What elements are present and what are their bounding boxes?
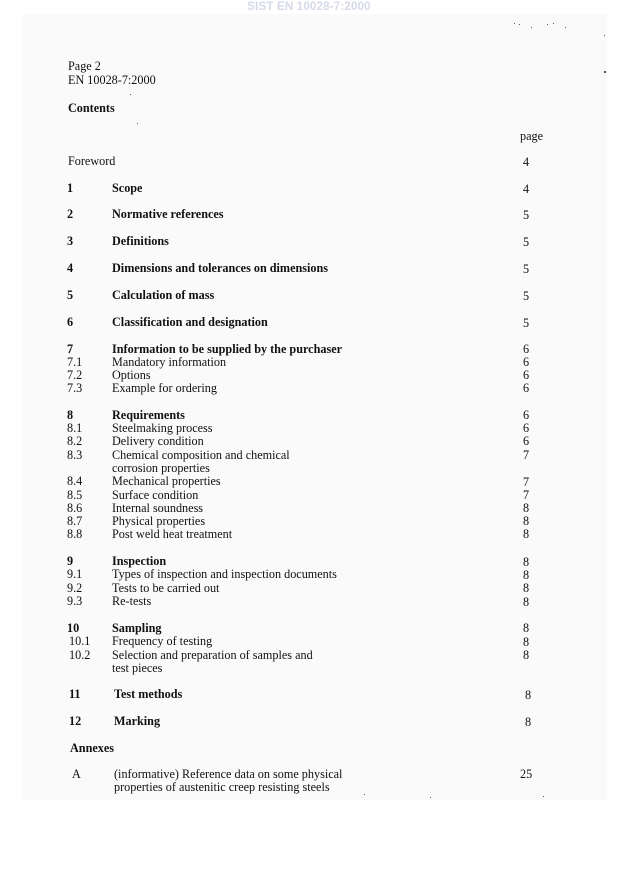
toc-subsection-title-continued: corrosion properties [112,461,210,475]
toc-section-title: Definitions [112,234,169,248]
toc-section-page: 6 [523,408,530,422]
toc-subsection-number: 7.3 [67,381,83,395]
toc-section-page: 6 [523,342,530,356]
toc-subsection-title: Frequency of testing [112,634,213,648]
toc-section-number: 3 [67,234,74,248]
toc-subsection-page: 8 [523,648,530,662]
toc-subsection-title: Selection and preparation of samples and [112,648,313,662]
toc-subsection-page: 8 [523,568,530,582]
toc-section-page: 8 [523,621,530,635]
toc-subsection-title: Delivery condition [112,434,204,448]
toc-subsection-title: Re-tests [112,594,152,608]
toc-section-number: 4 [67,261,74,275]
toc-section-number: 12 [69,714,82,728]
toc-section-page: 5 [523,235,530,249]
scan-speck [364,794,365,795]
toc-section-page: 4 [523,182,530,196]
toc-section-title: Information to be supplied by the purchaser [112,342,343,356]
toc-subsection-title: Physical properties [112,514,206,528]
toc-section-number: 9 [67,554,74,568]
toc-section-page: 5 [523,289,530,303]
toc-section-number: 11 [69,687,81,701]
annexes-heading: Annexes [70,741,115,755]
toc-subsection-title: Types of inspection and inspection documents [112,567,337,581]
toc-section-title: Calculation of mass [112,288,215,302]
toc-subsection-page: 6 [523,368,530,382]
toc-section-page: 5 [523,208,530,222]
toc-subsection-title: Post weld heat treatment [112,527,233,541]
scan-speck [543,796,544,797]
toc-subsection-title: Example for ordering [112,381,217,395]
toc-subsection-title: Surface condition [112,488,199,502]
scan-speck [553,23,554,24]
scan-speck [514,23,515,24]
toc-subsection-number: 7.2 [67,368,83,382]
toc-annex-letter: A [72,767,81,781]
scan-speck [130,94,131,95]
toc-subsection-number: 8.7 [67,514,83,528]
toc-section-page: 8 [525,688,532,702]
toc-section-number: 5 [67,288,74,302]
toc-subsection-page: 6 [523,434,530,448]
toc-subsection-number: 10.2 [69,648,91,662]
standard-id: EN 10028-7:2000 [68,73,156,87]
toc-subsection-title: Mandatory information [112,355,227,369]
toc-section-page: 8 [525,715,532,729]
toc-subsection-page: 8 [523,635,530,649]
toc-annex-page: 25 [520,767,533,781]
toc-subsection-page: 8 [523,501,530,515]
scan-speck [430,797,431,798]
toc-subsection-page: 7 [523,448,530,462]
toc-subsection-page: 8 [523,527,530,541]
toc-subsection-number: 10.1 [69,634,91,648]
toc-subsection-number: 8.2 [67,434,83,448]
scan-speck [604,35,605,36]
toc-section-page: 5 [523,262,530,276]
toc-subsection-page: 7 [523,475,530,489]
toc-section-number: 10 [67,621,80,635]
toc-subsection-number: 8.4 [67,474,83,488]
scan-speck [519,24,520,25]
page-number-label: Page 2 [68,59,101,73]
toc-section-number: 8 [67,408,74,422]
toc-section-title: Marking [114,714,161,728]
scan-speck [547,24,548,25]
toc-section-title: Sampling [112,621,162,635]
toc-subsection-number: 8.5 [67,488,83,502]
toc-subsection-title: Mechanical properties [112,474,221,488]
toc-section-title: Dimensions and tolerances on dimensions [112,261,329,275]
toc-subsection-number: 7.1 [67,355,83,369]
toc-subsection-number: 8.1 [67,421,83,435]
toc-subsection-number: 9.1 [67,567,83,581]
toc-subsection-number: 8.8 [67,527,83,541]
toc-annex-title: (informative) Reference data on some physical [114,767,343,781]
toc-subsection-title: Chemical composition and chemical [112,448,290,462]
toc-subsection-title-continued: test pieces [112,661,163,675]
scan-speck [565,27,566,28]
toc-subsection-title: Tests to be carried out [112,581,220,595]
toc-section-number: 7 [67,342,74,356]
toc-foreword-page: 4 [523,155,530,169]
toc-subsection-number: 9.3 [67,594,83,608]
page-column-label: page [520,129,544,143]
toc-section-number: 1 [67,181,74,195]
toc-section-title: Test methods [114,687,183,701]
contents-heading: Contents [68,101,115,115]
toc-subsection-title: Steelmaking process [112,421,213,435]
watermark: SIST EN 10028-7:2000 [247,1,371,13]
toc-section-page: 5 [523,316,530,330]
toc-subsection-title: Internal soundness [112,501,204,515]
toc-subsection-title: Options [112,368,151,382]
toc-subsection-number: 9.2 [67,581,83,595]
toc-section-number: 6 [67,315,74,329]
toc-section-title: Classification and designation [112,315,268,329]
toc-subsection-page: 7 [523,488,530,502]
toc-section-title: Requirements [112,408,185,422]
toc-section-title: Scope [112,181,143,195]
toc-subsection-page: 8 [523,595,530,609]
toc-section-number: 2 [67,207,74,221]
toc-subsection-number: 8.6 [67,501,83,515]
scan-speck [137,123,138,124]
toc-section-page: 8 [523,555,530,569]
toc-subsection-page: 6 [523,381,530,395]
toc-annex-title-continued: properties of austenitic creep resisting steels [114,780,330,794]
toc-subsection-number: 8.3 [67,448,83,462]
toc-subsection-page: 6 [523,421,530,435]
scan-speck [604,71,606,73]
toc-section-title: Normative references [112,207,224,221]
toc-subsection-page: 8 [523,514,530,528]
toc-foreword-title: Foreword [68,154,116,168]
toc-section-title: Inspection [112,554,167,568]
toc-subsection-page: 8 [523,581,530,595]
toc-subsection-page: 6 [523,355,530,369]
scan-speck [531,27,532,28]
